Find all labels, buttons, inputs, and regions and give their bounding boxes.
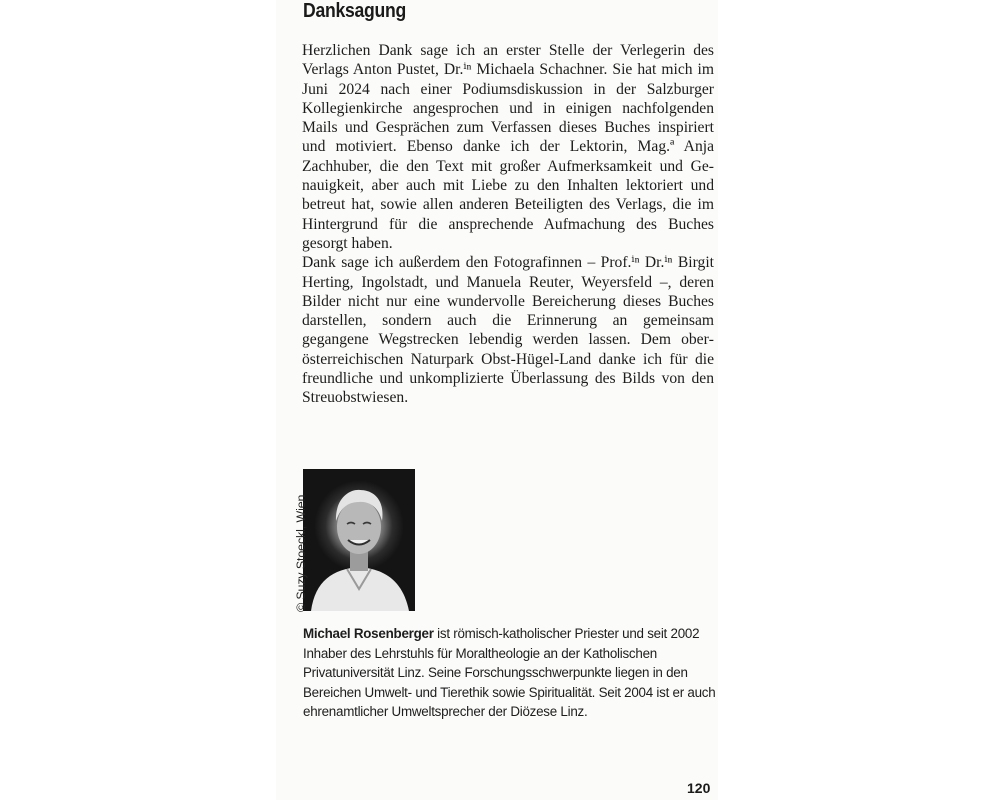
portrait-illustration: [303, 469, 415, 611]
author-photo: [303, 469, 415, 611]
acknowledgement-text: [302, 41, 714, 408]
paragraph-2: Dank sage ich außerdem den Fotografinnen – Prof.ⁱⁿ Dr.ⁱⁿ Birgit Herting, Ingolstadt, und Manuela Reuter, Weyersfeld –, deren Bilder nicht nur eine wundervolle Bereicherung dieses Buches darstellen, sondern auch die Erinnerung an gemeinsam gegangene Wegstrecken lebendig werden lassen. Dem oberösterreichischen Naturpark Obst-Hügel-Land danke ich für die freundliche und unkomplizierte Überlassung des Bilds von den Streuobstwiesen.: [302, 254, 714, 407]
author-name: Michael Rosenberger: [303, 626, 434, 641]
author-bio: [303, 624, 719, 722]
author-bio-text: ist römisch-katholischer Priester und seit 2002 Inhaber des Lehrstuhls für Moraltheologie an der Katholischen Privatuniversität Linz. Seine Forschungsschwerpunkte liegen in den Bereichen Umwelt- und Tierethik sowie Spiritualität. Seit 2004 ist er auch ehrenamtlicher Umweltsprecher der Diözese Linz.: [303, 626, 716, 719]
page-number: 120: [687, 780, 711, 796]
photo-credit: © Suzy Stoeckl, Wien: [294, 494, 308, 612]
page-title: Danksagung: [303, 0, 406, 22]
paragraph-1: Herzlichen Dank sage ich an erster Stelle der Verlegerin des Verlags Anton Pustet, Dr.ⁱⁿ Michaela Schachner. Sie hat mich im Juni 2024 nach einer Podiumsdiskussion in der Salzburger Kollegienkirche angesprochen und in einigen nachfolgenden Mails und Gesprächen zum Verfassen dieses Buches inspiriert und motiviert. Ebenso danke ich der Lektorin, Mag.ª Anja Zachhuber, die den Text mit großer Aufmerksamkeit und Genauigkeit, aber auch mit Liebe zu den Inhalten lektoriert und betreut hat, sowie allen anderen Beteiligten des Verlags, die im Hintergrund für die ansprechende Aufmachung des Buches gesorgt haben.: [302, 42, 714, 252]
